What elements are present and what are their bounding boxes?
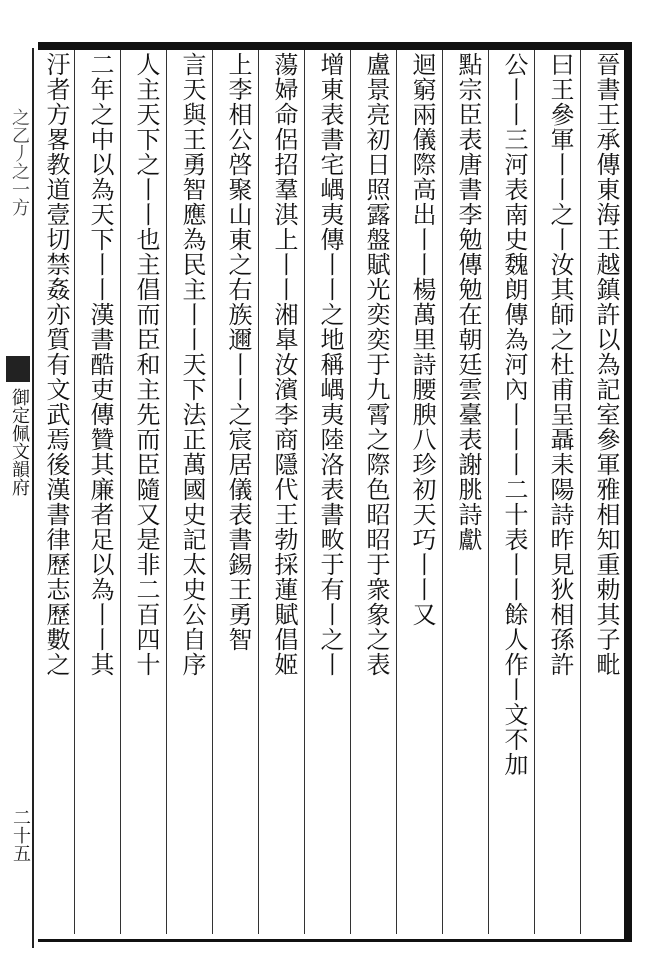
text-column-9: 上李相公啓聚山東之右族邇丨丨之宸居儀表書錫王勇智 [224, 52, 252, 652]
text-column-3: 公丨丨三河表南史魏朗傳為河內丨丨丨二十表丨丨餘人作丨文不加 [500, 52, 528, 777]
text-column-2: 曰王參軍丨丨之丨汝其師之杜甫呈聶耒陽詩昨見狄相孫許 [546, 52, 574, 677]
text-column-10: 言天與王勇智應為民主丨丨天下法正萬國史記太史公自序 [178, 52, 206, 677]
left-margin [2, 48, 34, 948]
text-column-11: 人主天下之丨丨也主倡而臣和主先而臣隨又是非二百四十 [132, 52, 160, 677]
text-column-6: 盧景亮初日照露盤賦光奕奕于九霄之際色昭昭于衆象之表 [362, 52, 390, 677]
edge-fragment: 之乙丿之一方 [9, 108, 30, 216]
text-column-4: 點宗臣表唐書李勉傳勉在朝廷雲臺表謝朓詩獻 [454, 52, 482, 552]
fishtail-mark [6, 356, 30, 382]
folio-number: 二十五 [10, 808, 31, 862]
text-column-12: 二年之中以為天下丨丨漢書酷吏傳贊其廉者足以為丨丨其 [86, 52, 114, 677]
text-column-5: 迴窮兩儀際高出丨丨楊萬里詩腰腴八珍初天巧丨丨又 [408, 52, 436, 627]
text-column-13: 汙者方畧教道壹切禁姦亦質有文武焉後漢書律歷志歷數之 [42, 52, 70, 677]
text-column-1: 晉書王承傳東海王越鎮許以為記室參軍雅相知重勅其子毗 [592, 52, 620, 677]
text-column-8: 蕩婦命侶招羣淇上丨丨湘臯汝濱李商隱代王勃採蓮賦倡姬 [270, 52, 298, 677]
text-column-7: 增東表書宅嵎夷傳丨丨之地稱嵎夷陸洛表書畋于有丨之丨 [316, 52, 344, 677]
book-title: 御定佩文韻府 [9, 388, 30, 496]
